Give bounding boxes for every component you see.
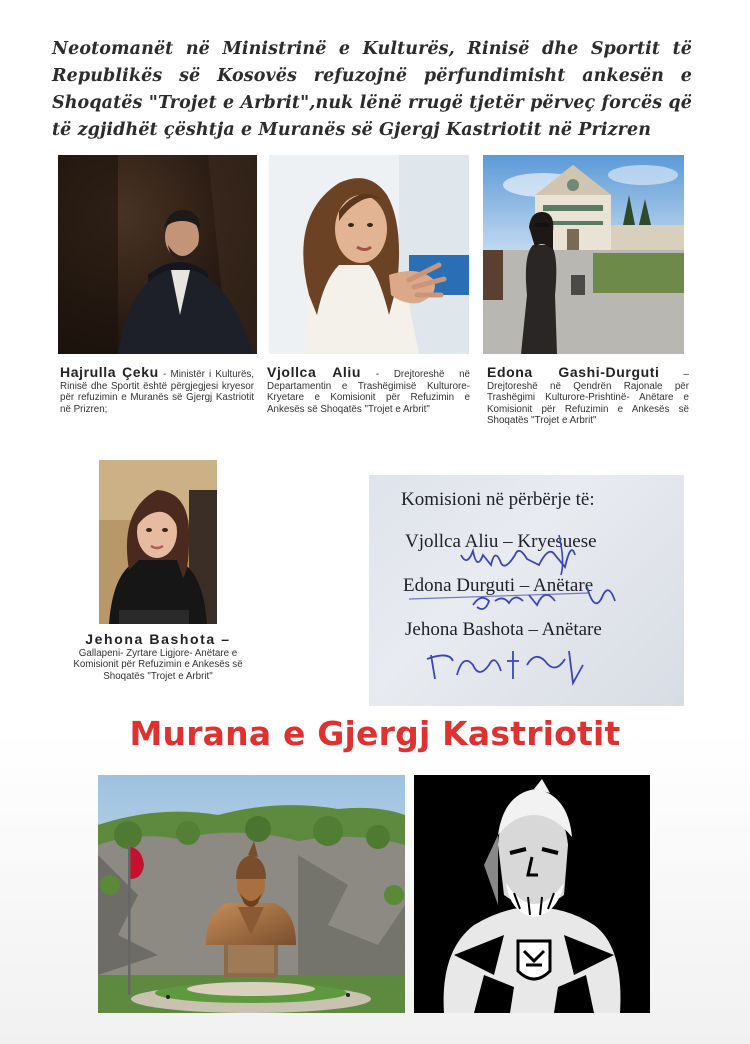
headline: Neotomanët në Ministrinë e Kulturës, Rinisë dhe Sportit të Republikës së Kosovës refuzojnë përfundimisht ankesën e Shoqatës "Trojet e Arbrit",nuk lënë rrugë tjetër përveç forcës që të zgjidhët çështja e Muranës së Gjergj Kastriotit në Prizren	[52, 39, 692, 140]
photo-jehona-bashota	[99, 460, 217, 624]
photo-edona-gashi-durguti	[483, 155, 684, 354]
person-name: Jehona Bashota –	[85, 631, 231, 647]
person-description: Ministër i Kulturës, Rinisë dhe Sportit është përgjegjesi kryesor për refuzimin e Muranës së Gjergj Kastriotit në Prizren;	[60, 369, 255, 415]
person-name: Edona Gashi-Durguti	[487, 364, 660, 380]
photo-vjollca-aliu	[269, 155, 469, 354]
document-member: Vjollca Aliu – Kryesuese	[405, 531, 597, 552]
caption-jehona-bashota	[62, 631, 254, 682]
caption-vjollca-aliu: Vjollca Aliu - Drejtoreshë në Departamentin e Trashëgimisë Kulturore-Kryetare e Komisionit për Refuzimin e Ankesës së Shoqatës "Trojet e Arbrit"	[267, 364, 470, 415]
document-heading: Komisioni në përbërje të:	[401, 489, 595, 510]
caption-hajrulla-ceku: Hajrulla Çeku - Ministër i Kulturës, Rinisë dhe Sportit është përgjegjesi kryesor për refuzimin e Muranës së Gjergj Kastriotit në Prizren;	[60, 364, 255, 415]
monument-render-image	[98, 775, 405, 1013]
person-name: Vjollca Aliu	[267, 364, 362, 380]
main-title: Murana e Gjergj Kastriotit	[129, 714, 621, 753]
stylized-portrait-image	[414, 775, 650, 1013]
scanned-commission-document	[369, 475, 684, 706]
document-member: Edona Durguti – Anëtare	[403, 575, 594, 596]
photo-hajrulla-ceku	[58, 155, 257, 354]
caption-edona-gashi-durguti: Edona Gashi-Durguti – Drejtoreshë në Qendrën Rajonale për Trashëgimi Kulturore-Prishtinë- Anëtare e Komisionit për Refuzimin e Ankesës së Shoqatës "Trojet e Arbrit"	[487, 364, 689, 427]
person-description: Drejtoreshë në Qendrën Rajonale për Trashëgimi Kulturore-Prishtinë- Anëtare e Komisionit për Refuzimin e Ankesës së Shoqatës "Trojet e Arbrit"	[487, 380, 689, 427]
handwritten-signatures	[369, 475, 684, 706]
person-description: Drejtoreshë në Departamentin e Trashëgimisë Kulturore-Kryetare e Komisionit për Refuzimin e Ankesës së Shoqatës "Trojet e Arbrit"	[267, 369, 470, 415]
document-member: Jehona Bashota – Anëtare	[405, 619, 602, 640]
person-name: Hajrulla Çeku	[60, 364, 159, 380]
person-description: Gallapeni- Zyrtare Ligjore- Anëtare e Komisionit për Refuzimin e Ankesës së Shoqatës "Trojet e Arbrit"	[73, 647, 243, 682]
